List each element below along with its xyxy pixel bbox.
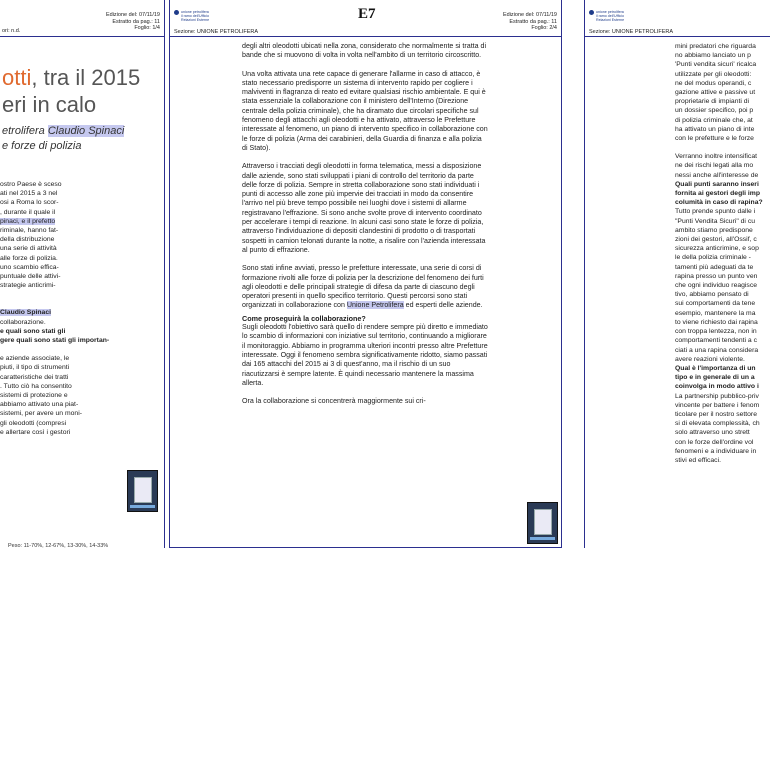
interview-question: Come proseguirà la collaborazione?: [242, 313, 366, 323]
article-title: otti, tra il 2015 eri in calo: [2, 65, 141, 117]
page-number: E7: [358, 6, 376, 22]
page-header-info: [503, 12, 557, 32]
paragraph: Una volta attivata una rete capace di generare l'allarme in caso di attacco, è stato necessario predisporre un sistema di intervento rapido per cogliere i malviventi in flagranza di reato ed evitare qualsiasi rischio ambientale. E qui è stata essenziale la collaborazione con il ministero dell'Interno (Direzione centrale della polizia criminale), che ha diramato due circolari specifiche sul fenomeno degli attacchi agli oleodotti e ha attivato, attraverso le Prefetture interessate al fenomeno, un piano di intervento specifico in collaborazione con le forze di polizia (Arma dei carabinieri, della Guardia di finanza e alla polizia di Stato).: [242, 69, 488, 152]
article-column: mini predatori che riguarda no abbiamo lanciato un p 'Punti vendita sicuri' ricalca utilizzate per gli oleodotti: ne del modus operandi, c gazione attive e passive ut proprietarie di impianti di un dossier specifico, poi p di polizia criminale che, at ha attivato un piano di inte con le prefetture e le forze Verranno inoltre intensificat ne dei rischi legati alla mo nessi anche all'interesse de Quali punti saranno inseri fornita ai gestori degli imp columità in caso di rapina? Tutto prende spunto dalle i "Punti Vendita Sicuri" di cu ambito stiamo predispone zioni dei gestori, all'Ossif, c sicurezza anticrimine, e sop le della polizia criminale - tamenti più adeguati da te rapina presso un punto ven che ogni individuo reagisce tivo, abbiamo pensato di sui comportamenti da tene esempio, mantenere la ma to viene richiesto dai rapina con troppa lentezza, non in comportamenti tendenti a c ciati a una rapina considera avere reazioni violente. Qual è l'importanza di un tipo e in generale di un a coinvolga in modo attivo i La partnership pubblico-priv vincente per battere i fenom ticolare per il nostro settore si di elevata complessità, ch solo attraverso uno strett con le forze dell'ordine vol fenomeni e a individuare in stivi ed efficaci.: [675, 42, 770, 465]
sheet-number: Foglio: 1/4: [134, 25, 160, 31]
header-divider: [0, 36, 164, 37]
section-label: Sezione: UNIONE PETROLIFERA: [589, 29, 674, 35]
article-subtitle: etrolifera Claudio Spinaci e forze di polizia: [2, 125, 125, 152]
interview-question: Quali punti saranno inseri: [675, 180, 759, 188]
page-thumbnail[interactable]: [527, 502, 558, 544]
sheet-number: Foglio: 2/4: [531, 25, 557, 31]
page-thumbnail[interactable]: [127, 470, 158, 512]
paragraph: degli altri oleodotti ubicati nella zona, considerato che normalmente si tratta di bande che si muovono di volta in volta nell'ambito di un territorio circoscritto.: [242, 42, 487, 60]
header-divider: [585, 36, 770, 37]
weight-footer: Peso: 11-70%, 12-67%, 13-30%, 14-33%: [8, 543, 109, 548]
article-column: ostro Paese è sceso ati nel 2015 a 3 nel osi a Roma lo scor- , durante il quale il pinaci, e il prefetto riminale, hanno fat- della distribuzione una serie di attività alle forze di polizia. uno scambio effica- puntuale delle attivi- strategie anticrimi- Claudio Spinaci collaborazione. e quali sono stati gli gere quali sono stati gli importan- e aziende associate, le piuti, il tipo di strumenti caratteristiche dei tratti . Tutto ciò ha consentito sistemi di protezione e abbiamo attivato una piat- sistemi, per avere un moni- gli oleodotti (compresi e allertare così i gestori: [0, 181, 110, 436]
extract-page: Estratto da pag.: 11: [112, 18, 160, 25]
unione-petrolifera-logo: unione petrolifera il ramo dell'Ufficio Relazioni Esterne: [589, 10, 629, 26]
article-page-middle: [169, 0, 562, 548]
interview-question: Qual è l'importanza di un: [675, 364, 756, 372]
paragraph: Attraverso i tracciati degli oleodotti in forma telematica, messi a disposizione dalle aziende, sono stati sviluppati i piani di controllo del territorio da parte delle forze di polizia. Sempre in stretta collaborazione sono stati individuati i punti di accesso alle zone più impervie dei tracciati in modo da consentire l'arrivo nel più breve tempo possibile nei luoghi dove i sistemi di allarme registravano l'effrazione. Si sono anche svolte prove di intervento coordinato per accelerare i tempi di reazione. In alcuni casi sono state le forze di polizia, attraverso l'individuazione di depositi clandestini di prodotto o di trasportati sospetti in camion telonati durante la notte, a risalire con l'azienda interessata al punto di effrazione.: [242, 162, 486, 254]
authors-label: ori: n.d.: [2, 28, 21, 34]
highlighted-name: Claudio Spinaci: [47, 125, 125, 137]
highlighted-name: Claudio Spinaci: [0, 309, 51, 317]
page-header-info: [106, 12, 160, 32]
paragraph: Ora la collaborazione si concentrerà maggiormente sui cri-: [242, 397, 426, 406]
extract-page: Estratto da pag.: 11: [509, 18, 557, 25]
edition-date: Edizione del: 07/11/19: [105, 12, 160, 18]
highlighted-organization: Unione Petrolifera: [346, 301, 404, 310]
paragraph: Sugli oleodotti l'obiettivo sarà quello di rendere sempre più diretto e immediato lo scambio di informazioni con iniziative sul territorio, continuando a migliorare il monitoraggio. Abbiamo in programma ulteriori incontri presso altre Prefetture interessate. Oggi il fenomeno sembra significativamente ridotto, siamo passati dai 165 attacchi del 2015 ai 3 di quest'anno, ma il rischio di un suo riacutizzarsi è sempre latente. È quindi necessario mantenere la massima allerta.: [242, 323, 488, 387]
edition-date: Edizione del: 07/11/19: [502, 12, 557, 18]
paragraph: Sono stati infine avviati, presso le prefetture interessate, una serie di corsi di formazione rivolti alle forze di polizia per la descrizione del fenomeno dei furti agli oleodotti e delle principali strategie di difesa da parte di ciascuno degli operatori presenti in quello specifico territorio. Questi percorsi sono stati organizzati in collaborazione con Unione Petrolifera ed esperti delle aziende.: [242, 264, 484, 310]
section-label: Sezione: UNIONE PETROLIFERA: [174, 29, 259, 35]
article-column: [242, 42, 488, 415]
article-page-right: [584, 0, 770, 548]
article-page-left: [0, 0, 165, 548]
unione-petrolifera-logo: unione petrolifera il ramo dell'Ufficio Relazioni Esterne: [174, 10, 214, 26]
header-divider: [170, 36, 561, 37]
